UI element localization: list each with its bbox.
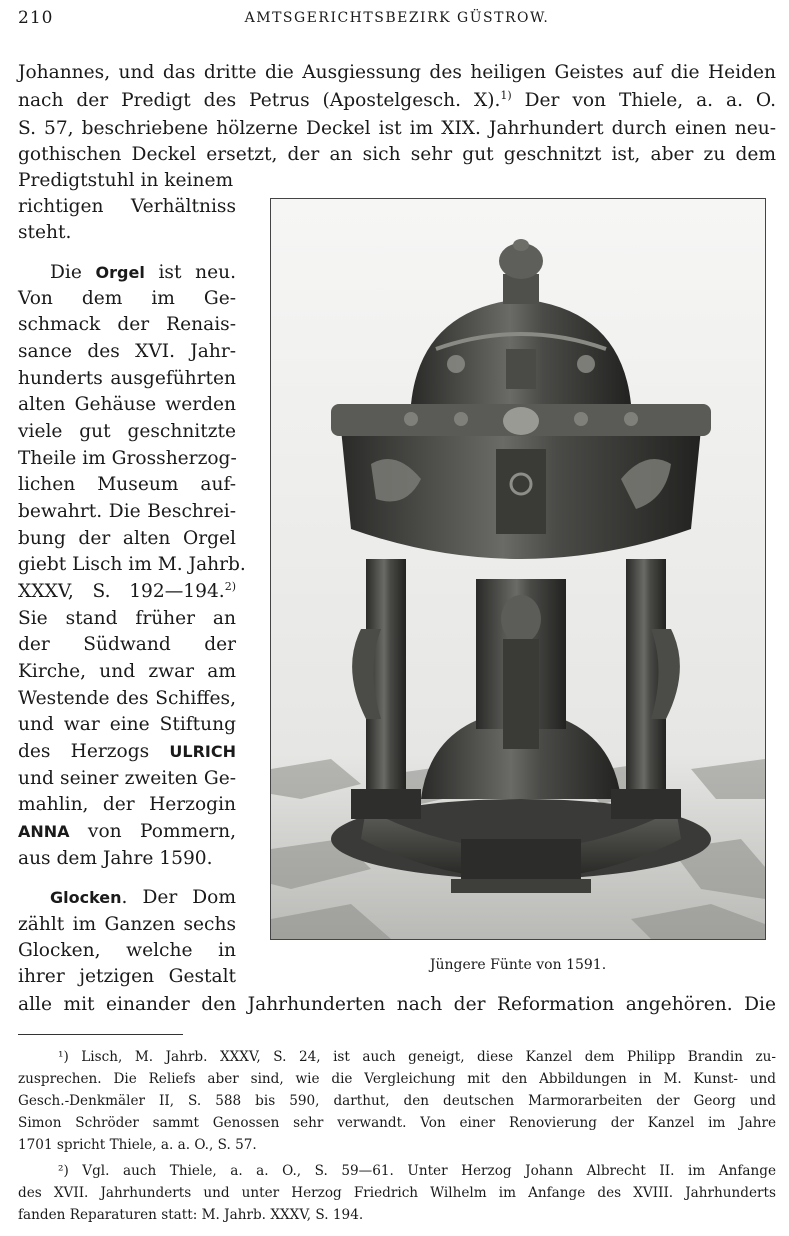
text-line: gothischen Deckel ersetzt, der an sich sehr gut geschnitzt ist, aber zu dem [18,144,776,165]
text-run: Der von Thiele, a. a. O. [511,90,776,111]
text-line: viele gut geschnitzte [18,421,236,442]
footnote-2-line: fanden Reparaturen statt: M. Jahrb. XXXV, S. 194. [18,1207,364,1223]
text-run: von Pommern, [69,821,236,842]
text-line: und seiner zweiten Ge- [18,768,236,789]
text-line: Sie stand früher an [18,608,236,629]
text-line: bewahrt. Die Beschrei- [18,501,236,522]
footnote-2-line: ²) Vgl. auch Thiele, a. a. O., S. 59—61. Unter Herzog Johann Albrecht II. im Anfange [58,1163,776,1179]
text-line: sance des XVI. Jahr- [18,341,236,362]
text-line: richtigen Verhältniss [18,196,236,217]
figure-caption: Jüngere Fünte von 1591. [429,957,607,973]
footnote-1-line: Gesch.-Denkmäler II, S. 588 bis 590, darthut, den deutschen Marmorarbeiten der Georg und [18,1093,776,1109]
footnote-ref-1[interactable]: 1) [500,88,512,102]
name-ulrich: ULRICH [169,742,236,761]
text-line [18,88,776,114]
text-line: steht. [18,222,72,243]
footnote-1-line: zusprechen. Die Reliefs aber sind, wie die Vergleichung mit den Abbildungen in M. Kunst- und [18,1071,776,1087]
text-run: nach der Predigt des Petrus (Apostelgesch. X). [18,90,501,111]
footnote-1-line: ¹) Lisch, M. Jahrb. XXXV, S. 24, ist auch geneigt, diese Kanzel dem Philipp Brandin zu- [58,1049,776,1065]
text-line: Predigtstuhl in keinem [18,170,234,191]
text-line: alle mit einander den Jahrhunderten nach der Reformation angehören. Die [18,994,776,1015]
text-line [18,739,236,765]
text-line: mahlin, der Herzogin [18,794,236,815]
footnote-rule [18,1034,183,1035]
text-line: bung der alten Orgel [18,528,236,549]
footnote-ref-2[interactable]: 2) [224,579,236,593]
text-line: S. 57, beschriebene hölzerne Deckel ist im XIX. Jahrhundert durch einen neu- [18,118,776,139]
text-line [18,885,236,911]
page-number: 210 [18,8,54,28]
text-run: Die [50,262,96,283]
text-line [18,819,236,845]
text-run: ist neu. [144,262,236,283]
term-orgel: Orgel [95,263,145,282]
text-run: . Der Dom [121,887,236,908]
name-anna: ANNA [18,822,70,841]
text-line: alten Gehäuse werden [18,394,236,415]
text-line [18,260,236,286]
text-line: und war eine Stiftung [18,714,236,735]
text-line: Von dem im Ge- [18,288,236,309]
text-run: des Herzogs [18,741,170,762]
text-line: zählt im Ganzen sechs [18,914,236,935]
text-line: Westende des Schiffes, [18,688,236,709]
text-line [18,579,236,605]
text-line: hunderts ausgeführten [18,368,236,389]
baptismal-font-photo [270,198,766,940]
text-run: XXXV, S. 192—194. [18,581,225,602]
text-line: ihrer jetzigen Gestalt [18,966,236,987]
footnote-1-line: 1701 spricht Thiele, a. a. O., S. 57. [18,1137,257,1153]
text-line: Johannes, und das dritte die Ausgiessung des heiligen Geistes auf die Heiden [18,62,776,83]
running-title: AMTSGERICHTSBEZIRK GÜSTROW. [244,10,550,26]
text-line: lichen Museum auf- [18,474,236,495]
text-line: schmack der Renais- [18,314,236,335]
text-line: giebt Lisch im M. Jahrb. [18,554,246,575]
term-glocken: Glocken [50,888,122,907]
page-header [18,8,776,30]
footnote-1-line: Simon Schröder sammt Genossen sehr verwandt. Von einer Renovierung der Kanzel im Jahre [18,1115,776,1131]
text-line: aus dem Jahre 1590. [18,848,213,869]
text-line: Glocken, welche in [18,940,236,961]
footnote-2-line: des XVII. Jahrhunderts und unter Herzog Friedrich Wilhelm im Anfange des XVIII. Jahrhunderts [18,1185,776,1201]
text-line: der Südwand der [18,634,236,655]
text-line: Theile im Grossherzog- [18,448,237,469]
text-line: Kirche, und zwar am [18,661,236,682]
